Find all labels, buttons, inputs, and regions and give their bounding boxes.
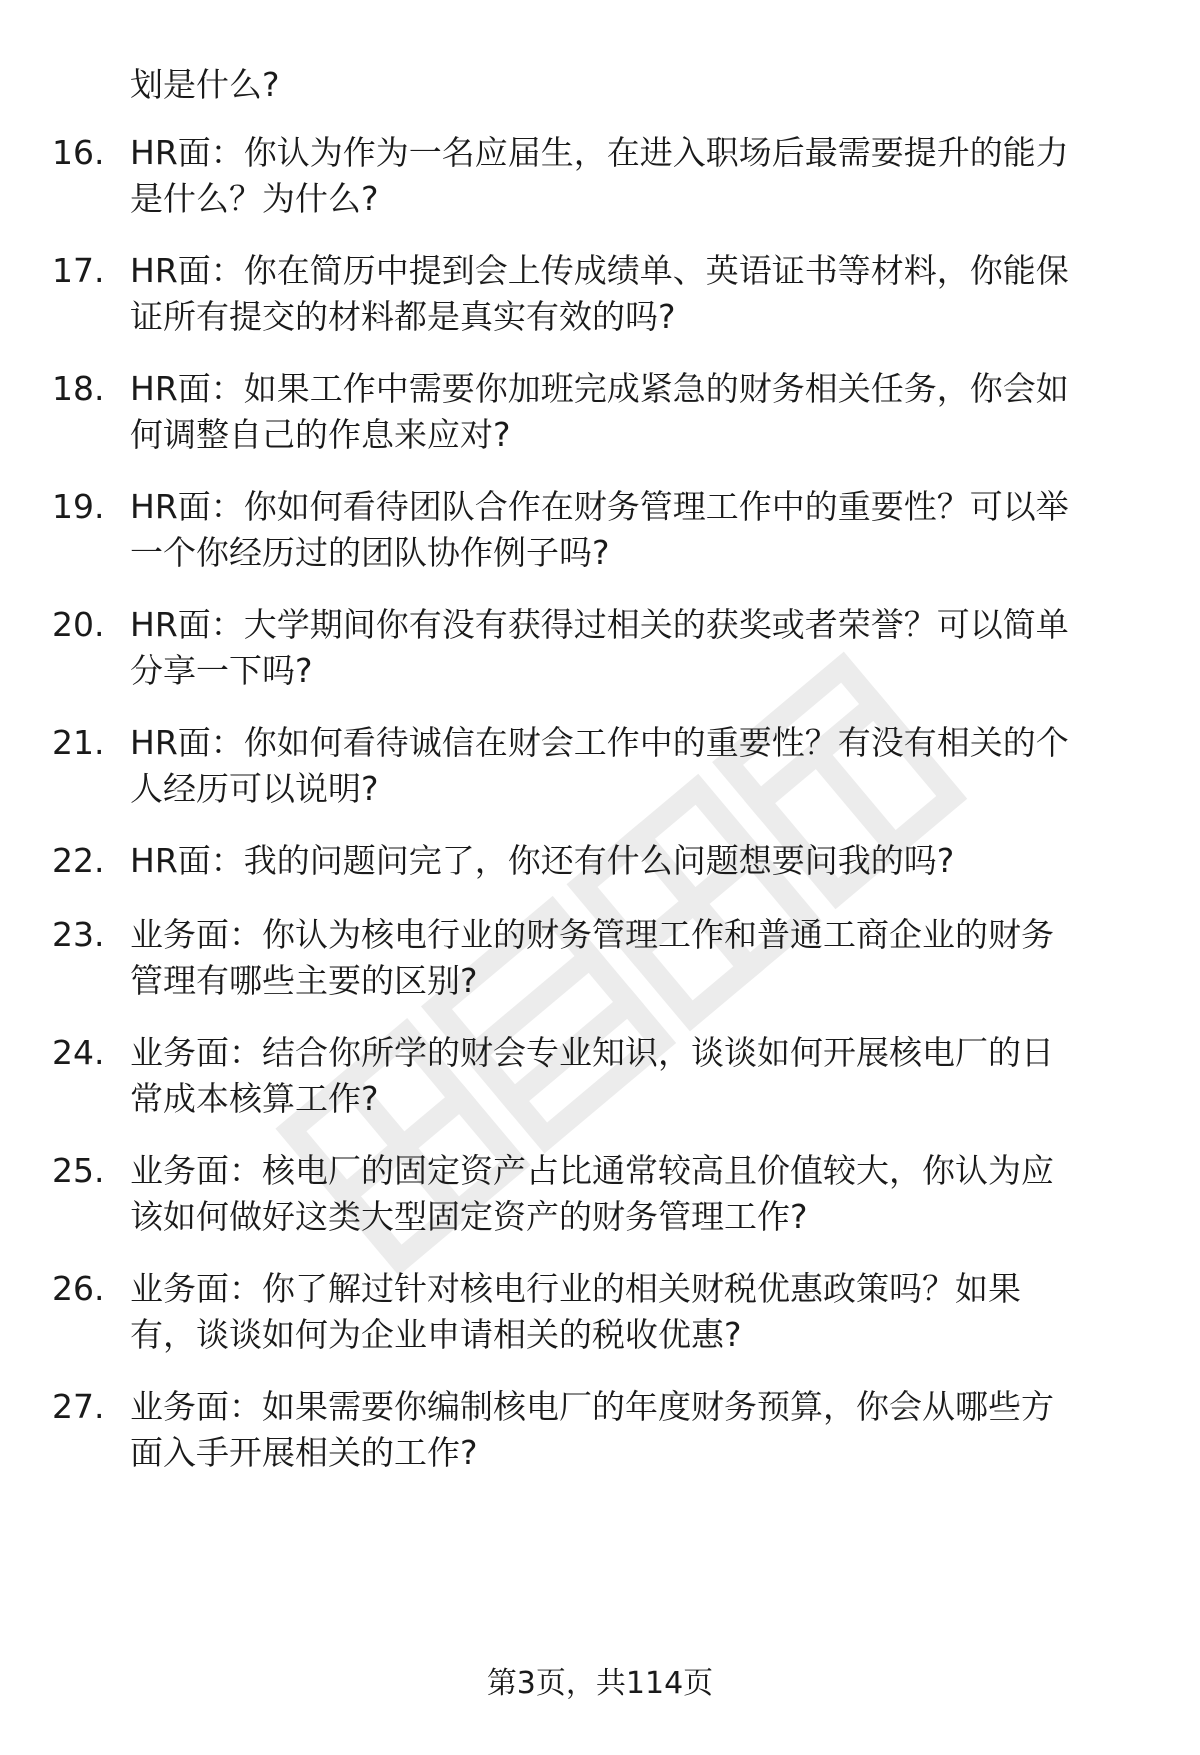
- question-line: 何调整自己的作息来应对?: [130, 415, 511, 454]
- question-line: 业务面：你了解过针对核电行业的相关财税优惠政策吗？如果: [130, 1269, 1021, 1308]
- question-line: 业务面：结合你所学的财会专业知识，谈谈如何开展核电厂的日: [130, 1033, 1054, 1072]
- question-text: [130, 838, 1162, 884]
- question-item-20: [52, 602, 1162, 694]
- question-line: 一个你经历过的团队协作例子吗?: [130, 533, 610, 572]
- question-text: [130, 912, 1162, 1004]
- question-number: 26.: [52, 1269, 105, 1308]
- question-line: 管理有哪些主要的区别?: [130, 961, 478, 1000]
- question-line: 常成本核算工作?: [130, 1079, 379, 1118]
- question-item-27: [52, 1384, 1162, 1476]
- question-line: HR面：你如何看待团队合作在财务管理工作中的重要性？可以举: [130, 487, 1069, 526]
- question-number: 18.: [52, 369, 105, 408]
- question-text: [130, 484, 1162, 576]
- question-line: HR面：大学期间你有没有获得过相关的获奖或者荣誉？可以简单: [130, 605, 1069, 644]
- question-number: 22.: [52, 841, 105, 880]
- question-line: HR面：如果工作中需要你加班完成紧急的财务相关任务，你会如: [130, 369, 1069, 408]
- question-line: HR面：你如何看待诚信在财会工作中的重要性？有没有相关的个: [130, 723, 1069, 762]
- question-number: 23.: [52, 915, 105, 954]
- question-item-22: [52, 838, 1162, 884]
- question-text: [130, 130, 1162, 222]
- question-line: HR面：你在简历中提到会上传成绩单、英语证书等材料，你能保: [130, 251, 1069, 290]
- question-item-18: [52, 366, 1162, 458]
- question-item-17: [52, 248, 1162, 340]
- question-line: 该如何做好这类大型固定资产的财务管理工作?: [130, 1197, 808, 1236]
- question-line: 是什么？为什么?: [130, 179, 379, 218]
- question-line: 业务面：如果需要你编制核电厂的年度财务预算，你会从哪些方: [130, 1387, 1054, 1426]
- question-number: 17.: [52, 251, 105, 290]
- question-item-26: [52, 1266, 1162, 1358]
- question-line: 证所有提交的材料都是真实有效的吗?: [130, 297, 676, 336]
- question-line: 人经历可以说明?: [130, 769, 379, 808]
- continuation-line: 划是什么?: [130, 65, 280, 104]
- question-text: [130, 248, 1162, 340]
- question-text: [130, 1148, 1162, 1240]
- question-number: 24.: [52, 1033, 105, 1072]
- question-number: 19.: [52, 487, 105, 526]
- question-line: 分享一下吗?: [130, 651, 313, 690]
- question-item-24: [52, 1030, 1162, 1122]
- question-line: 业务面：你认为核电行业的财务管理工作和普通工商企业的财务: [130, 915, 1054, 954]
- question-line: 业务面：核电厂的固定资产占比通常较高且价值较大，你认为应: [130, 1151, 1054, 1190]
- question-item-19: [52, 484, 1162, 576]
- question-line: 面入手开展相关的工作?: [130, 1433, 478, 1472]
- question-number: 25.: [52, 1151, 105, 1190]
- question-number: 20.: [52, 605, 105, 644]
- question-text: [130, 1266, 1162, 1358]
- question-line: 有，谈谈如何为企业申请相关的税收优惠?: [130, 1315, 742, 1354]
- question-number: 16.: [52, 133, 105, 172]
- question-text: [130, 366, 1162, 458]
- question-item-21: [52, 720, 1162, 812]
- question-item-23: [52, 912, 1162, 1004]
- question-number: 27.: [52, 1387, 105, 1426]
- question-line: HR面：你认为作为一名应届生，在进入职场后最需要提升的能力: [130, 133, 1069, 172]
- question-text: [130, 1384, 1162, 1476]
- page-footer: 第3页，共114页: [486, 1666, 714, 1701]
- question-text: [130, 1030, 1162, 1122]
- question-number: 21.: [52, 723, 105, 762]
- question-item-25: [52, 1148, 1162, 1240]
- question-text: [130, 720, 1162, 812]
- question-line: HR面：我的问题问完了，你还有什么问题想要问我的吗?: [130, 841, 955, 880]
- question-item-16: [52, 130, 1162, 222]
- question-text: [130, 602, 1162, 694]
